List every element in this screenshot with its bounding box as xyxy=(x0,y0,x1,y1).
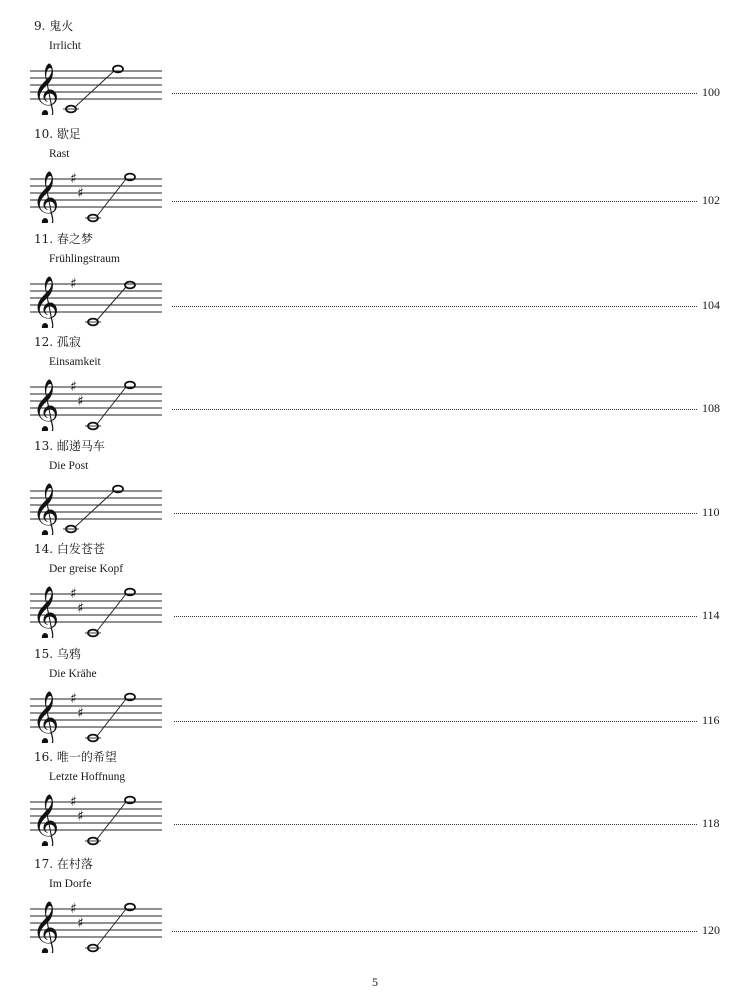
dot-leader xyxy=(172,306,697,307)
treble-clef-icon: 𝄞 xyxy=(32,900,60,953)
song-title-chinese: 17. 在村落 xyxy=(34,857,93,871)
toc-page-number[interactable]: 116 xyxy=(702,713,720,727)
dot-leader xyxy=(174,721,697,722)
toc-entry[interactable] xyxy=(0,12,750,115)
toc-page-number[interactable]: 110 xyxy=(702,505,720,519)
song-title-chinese: 13. 邮递马车 xyxy=(34,439,105,453)
toc-entry[interactable] xyxy=(0,120,750,223)
sharp-icon: ♯ xyxy=(77,185,84,202)
song-title-german: Einsamkeit xyxy=(49,356,101,368)
dot-leader xyxy=(172,201,697,202)
toc-page-number[interactable]: 108 xyxy=(702,401,720,415)
range-connector xyxy=(97,287,126,320)
range-staff xyxy=(26,897,166,953)
sharp-icon: ♯ xyxy=(70,691,77,707)
range-connector xyxy=(97,909,126,946)
range-staff xyxy=(26,272,166,328)
toc-entry[interactable] xyxy=(0,328,750,431)
range-connector xyxy=(97,699,126,736)
song-title-chinese: 11. 春之梦 xyxy=(34,232,93,246)
song-title-chinese: 9. 鬼火 xyxy=(34,19,74,33)
toc-entry[interactable] xyxy=(0,432,750,535)
range-staff xyxy=(26,790,166,846)
toc-entry[interactable] xyxy=(0,850,750,953)
range-connector xyxy=(75,71,114,107)
dot-leader xyxy=(174,513,697,514)
page-number: 5 xyxy=(372,975,378,989)
song-title-chinese: 10. 歇足 xyxy=(34,127,81,141)
treble-clef-icon: 𝄞 xyxy=(32,378,60,431)
treble-clef-icon: 𝄞 xyxy=(32,793,60,846)
range-staff xyxy=(26,167,166,223)
song-title-chinese: 12. 孤寂 xyxy=(34,335,81,349)
dot-leader xyxy=(174,824,697,825)
sharp-icon: ♯ xyxy=(70,379,77,395)
song-title-german: Die Krähe xyxy=(49,668,97,680)
treble-clef-icon: 𝄞 xyxy=(32,170,60,223)
treble-clef-icon: 𝄞 xyxy=(32,275,60,328)
sharp-icon: ♯ xyxy=(77,600,84,617)
song-title-chinese: 14. 白发苍苍 xyxy=(34,542,105,556)
dot-leader xyxy=(174,616,697,617)
sharp-icon: ♯ xyxy=(70,794,77,810)
treble-clef-icon: 𝄞 xyxy=(32,482,60,535)
song-title-german: Rast xyxy=(49,148,70,160)
song-title-chinese: 15. 乌鸦 xyxy=(34,647,81,661)
dot-leader xyxy=(172,93,697,94)
song-title-german: Irrlicht xyxy=(49,40,81,52)
range-connector xyxy=(97,387,126,424)
toc-page-number[interactable]: 100 xyxy=(702,85,720,99)
range-staff xyxy=(26,375,166,431)
song-title-german: Der greise Kopf xyxy=(49,563,124,575)
sharp-icon: ♯ xyxy=(70,586,77,602)
toc-entry[interactable] xyxy=(0,225,750,328)
range-connector xyxy=(97,802,126,839)
sharp-icon: ♯ xyxy=(70,901,77,917)
toc-page-number[interactable]: 104 xyxy=(702,298,720,312)
toc-entry[interactable] xyxy=(0,743,750,846)
range-staff xyxy=(26,687,166,743)
treble-clef-icon: 𝄞 xyxy=(32,62,60,115)
toc-entry[interactable] xyxy=(0,640,750,743)
dot-leader xyxy=(172,931,697,932)
range-staff xyxy=(26,582,166,638)
whole-note-icon xyxy=(125,282,135,289)
range-staff xyxy=(26,479,166,535)
song-title-german: Letzte Hoffnung xyxy=(49,771,126,783)
sharp-icon: ♯ xyxy=(77,705,84,722)
treble-clef-icon: 𝄞 xyxy=(32,690,60,743)
sharp-icon: ♯ xyxy=(70,171,77,187)
toc-page-number[interactable]: 102 xyxy=(702,193,720,207)
range-connector xyxy=(75,491,114,527)
sharp-icon: ♯ xyxy=(70,276,77,292)
song-title-german: Frühlingstraum xyxy=(49,253,120,265)
song-title-german: Im Dorfe xyxy=(49,878,92,890)
song-title-german: Die Post xyxy=(49,460,89,472)
range-connector xyxy=(97,179,126,216)
toc-page-number[interactable]: 114 xyxy=(702,608,720,622)
range-staff xyxy=(26,59,166,115)
treble-clef-icon: 𝄞 xyxy=(32,585,60,638)
toc-entry[interactable] xyxy=(0,535,750,638)
range-connector xyxy=(97,594,126,631)
toc-page-number[interactable]: 120 xyxy=(702,923,720,937)
sharp-icon: ♯ xyxy=(77,808,84,825)
dot-leader xyxy=(172,409,697,410)
sharp-icon: ♯ xyxy=(77,915,84,932)
toc-page-number[interactable]: 118 xyxy=(702,816,720,830)
song-title-chinese: 16. 唯一的希望 xyxy=(34,750,117,764)
sharp-icon: ♯ xyxy=(77,393,84,410)
